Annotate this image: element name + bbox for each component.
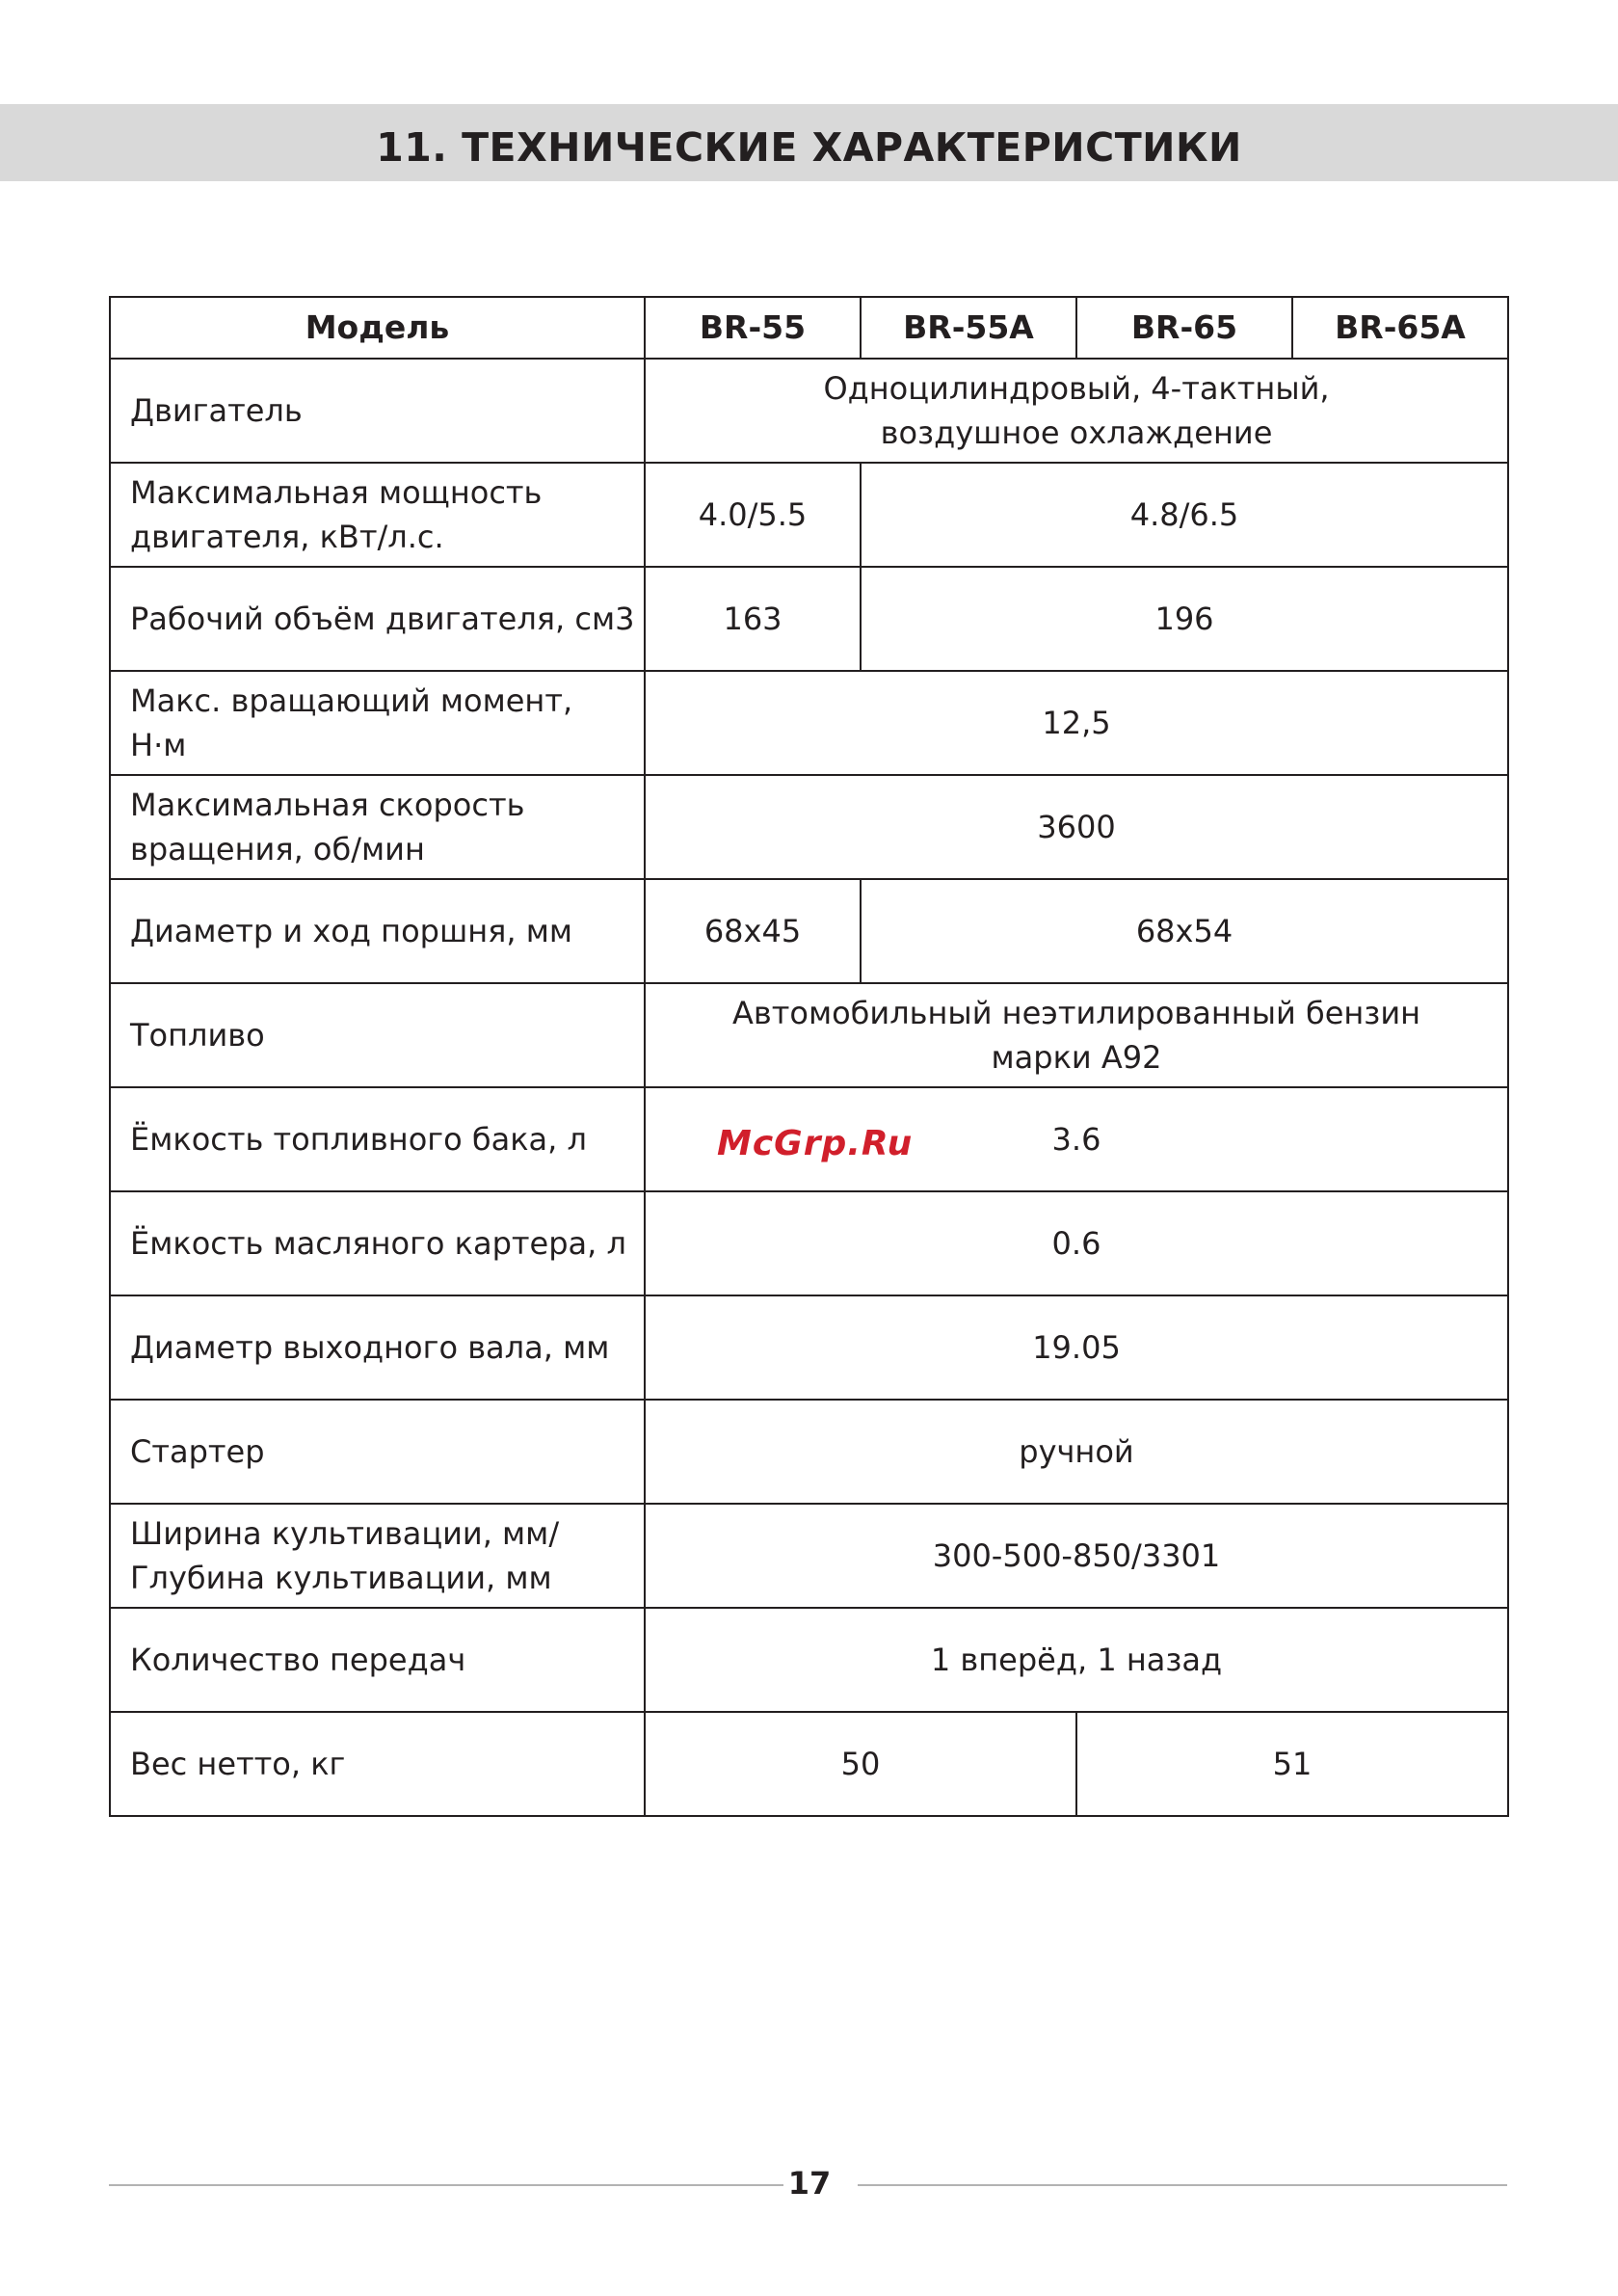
row-label: Макс. вращающий момент, Н·м [110, 671, 645, 775]
row-value: 68x45 [645, 879, 861, 983]
row-value: 3.6 [645, 1087, 1508, 1191]
row-value: 196 [861, 567, 1508, 671]
table-row [110, 567, 1508, 671]
row-value: 19.05 [645, 1295, 1508, 1400]
section-title: 11. ТЕХНИЧЕСКИЕ ХАРАКТЕРИСТИКИ [376, 124, 1242, 171]
row-value: 51 [1076, 1712, 1508, 1816]
header-model-br65a: BR-65A [1292, 297, 1508, 359]
page-number: 17 [787, 2165, 832, 2202]
table-row [110, 1400, 1508, 1504]
table-row [110, 1191, 1508, 1295]
table-row [110, 1608, 1508, 1712]
row-label: Двигатель [110, 359, 645, 463]
row-label: Ёмкость топливного бака, л [110, 1087, 645, 1191]
table-row [110, 359, 1508, 463]
row-value: Автомобильный неэтилированный бензин марки А92 [645, 983, 1508, 1087]
row-value: 12,5 [645, 671, 1508, 775]
row-label: Количество передач [110, 1608, 645, 1712]
table-row [110, 983, 1508, 1087]
row-value: 163 [645, 567, 861, 671]
header-model-br55a: BR-55A [861, 297, 1076, 359]
row-value: 4.0/5.5 [645, 463, 861, 567]
row-value: Одноцилиндровый, 4-тактный, воздушное охлаждение [645, 359, 1508, 463]
row-label: Топливо [110, 983, 645, 1087]
table-row [110, 775, 1508, 879]
row-label: Рабочий объём двигателя, см3 [110, 567, 645, 671]
row-value: 300-500-850/3301 [645, 1504, 1508, 1608]
table-row [110, 879, 1508, 983]
row-value: 0.6 [645, 1191, 1508, 1295]
footer-divider-left [109, 2184, 783, 2186]
table-row [110, 463, 1508, 567]
row-value: 4.8/6.5 [861, 463, 1508, 567]
row-label: Диаметр выходного вала, мм [110, 1295, 645, 1400]
row-label: Стартер [110, 1400, 645, 1504]
row-label: Максимальная мощность двигателя, кВт/л.с. [110, 463, 645, 567]
row-value: 50 [645, 1712, 1076, 1816]
row-value: 3600 [645, 775, 1508, 879]
row-label: Ширина культивации, мм/ Глубина культивации, мм [110, 1504, 645, 1608]
row-label: Максимальная скорость вращения, об/мин [110, 775, 645, 879]
row-label: Ёмкость масляного картера, л [110, 1191, 645, 1295]
table-row [110, 671, 1508, 775]
header-model-br65: BR-65 [1076, 297, 1292, 359]
row-value: ручной [645, 1400, 1508, 1504]
table-row [110, 1504, 1508, 1608]
footer-divider-right [858, 2184, 1507, 2186]
row-label: Диаметр и ход поршня, мм [110, 879, 645, 983]
specifications-table [109, 296, 1509, 1817]
table-header-row [110, 297, 1508, 359]
header-model-label: Модель [110, 297, 645, 359]
table-row [110, 1295, 1508, 1400]
row-value: 1 вперёд, 1 назад [645, 1608, 1508, 1712]
section-title-band [0, 104, 1618, 181]
watermark-logo: McGrp.Ru [717, 1124, 914, 1163]
row-label: Вес нетто, кг [110, 1712, 645, 1816]
header-model-br55: BR-55 [645, 297, 861, 359]
table-row [110, 1712, 1508, 1816]
row-value: 68x54 [861, 879, 1508, 983]
